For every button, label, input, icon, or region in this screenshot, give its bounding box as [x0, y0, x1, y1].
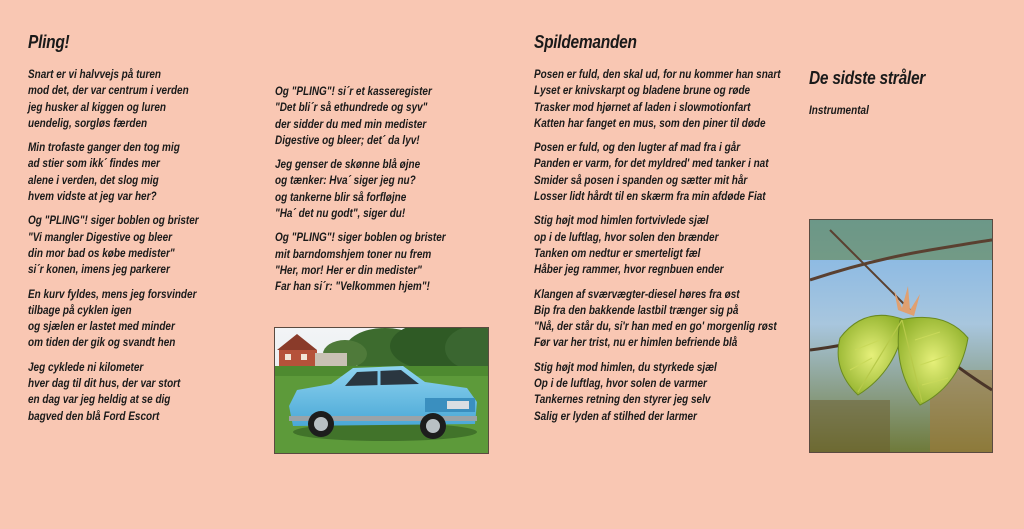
pling-line: tilbage på cyklen igen — [28, 303, 132, 317]
pling-line: om tiden der gik og svandt hen — [28, 336, 176, 350]
pling-title: Pling! — [28, 32, 70, 52]
pling-line: En kurv fyldes, mens jeg forsvinder — [28, 287, 197, 301]
pling-line: Jeg cyklede ni kilometer — [28, 360, 144, 374]
pling-line: hver dag til dit hus, der var stort — [28, 377, 181, 391]
pling-line: jeg husker al kiggen og luren — [28, 100, 166, 114]
spildemanden-line: Trasker mod hjørnet af laden i slowmotionfart — [534, 100, 751, 114]
car-illustration — [275, 328, 488, 453]
straaler-subtitle: Instrumental — [809, 104, 869, 117]
straaler-title-wrap — [809, 68, 944, 89]
spildemanden-line: Smider så posen i spanden og sætter mit hår — [534, 173, 748, 187]
spildemanden-line: Klangen af sværvægter-diesel høres fra øst — [534, 287, 740, 301]
pling-line: Jeg genser de skønne blå øjne — [275, 158, 421, 172]
leaves-photo — [809, 219, 993, 453]
spildemanden-line: Op i de luftlag, hvor solen de varmer — [534, 377, 707, 391]
pling-stanza — [28, 140, 226, 205]
spildemanden-line: Bip fra den bakkende lastbil trænger sig på — [534, 303, 739, 317]
leaves-illustration — [810, 220, 992, 452]
spildemanden-line: op i de luftlag, hvor solen den brænder — [534, 230, 719, 244]
pling-stanza — [275, 157, 473, 222]
spildemanden-line: Katten har fanget en mus, som den piner til døde — [534, 116, 766, 130]
ford-escort-photo — [274, 327, 489, 454]
pling-column-1 — [28, 67, 226, 433]
spildemanden-line: Salig er lyden af stilhed der larmer — [534, 409, 697, 423]
spildemanden-line: Tanken om nedtur er smerteligt fæl — [534, 246, 701, 260]
pling-line: din mor bad os købe medister" — [28, 246, 175, 260]
pling-stanza — [28, 360, 226, 425]
spildemanden-stanza — [534, 67, 821, 132]
pling-stanza — [28, 287, 226, 352]
pling-line: "Vi mangler Digestive og bleer — [28, 230, 172, 244]
pling-line: Digestive og bleer; det´ da lyv! — [275, 133, 420, 147]
straaler-title: De sidste stråler — [809, 68, 926, 88]
spildemanden-stanza — [534, 360, 821, 425]
pling-line: "Det bli´r så ethundrede og syv" — [275, 101, 428, 115]
pling-line: hvem vidste at jeg var her? — [28, 190, 157, 204]
spildemanden-stanza — [534, 287, 821, 352]
pling-line: Og "PLING"! si´r et kasseregister — [275, 85, 432, 98]
spildemanden-line: Tankernes retning den styrer jeg selv — [534, 393, 711, 407]
pling-line: Far han si´r: "Velkommen hjem"! — [275, 280, 430, 294]
spildemanden-stanza — [534, 213, 821, 278]
spildemanden-line: Lyset er knivskarpt og bladene brune og røde — [534, 84, 751, 98]
spildemanden-line: Posen er fuld, den skal ud, for nu kommer han snart — [534, 68, 781, 81]
pling-line: Og "PLING"! siger boblen og brister — [28, 214, 199, 228]
pling-line: mit barndomshjem toner nu frem — [275, 247, 432, 261]
spildemanden-line: Panden er varm, for det myldred' med tanker i nat — [534, 157, 769, 171]
pling-line: og sjælen er lastet med minder — [28, 320, 175, 334]
spildemanden-line: Stig højt mod himlen fortvivlede sjæl — [534, 214, 709, 228]
pling-line: en dag var jeg heldig at se dig — [28, 393, 171, 407]
spildemanden-column — [534, 67, 821, 433]
straaler-subtitle-wrap — [809, 104, 879, 117]
pling-line: og tænker: Hva´ siger jeg nu? — [275, 174, 416, 188]
spildemanden-line: Posen er fuld, og den lugter af mad fra i går — [534, 141, 741, 155]
pling-line: Snart er vi halvvejs på turen — [28, 68, 162, 81]
spildemanden-title-wrap — [534, 32, 653, 53]
pling-line: bagved den blå Ford Escort — [28, 409, 160, 423]
pling-line: alene i verden, det slog mig — [28, 173, 159, 187]
pling-column-2 — [275, 84, 473, 304]
spildemanden-stanza — [534, 140, 821, 205]
pling-line: mod det, der var centrum i verden — [28, 84, 189, 98]
spildemanden-line: Håber jeg rammer, hvor regnbuen ender — [534, 263, 724, 277]
pling-line: Og "PLING"! siger boblen og brister — [275, 231, 446, 245]
pling-line: Min trofaste ganger den tog mig — [28, 141, 180, 155]
spildemanden-line: Før var her trist, nu er himlen befriende blå — [534, 336, 738, 350]
pling-line: der sidder du med min medister — [275, 117, 427, 131]
pling-stanza — [28, 213, 226, 278]
pling-title-wrap — [28, 32, 76, 53]
pling-line: "Ha´ det nu godt", siger du! — [275, 207, 406, 221]
spildemanden-line: Stig højt mod himlen, du styrkede sjæl — [534, 360, 717, 374]
pling-stanza — [275, 230, 473, 295]
pling-line: og tankerne blir så forfløjne — [275, 190, 407, 204]
pling-stanza — [275, 84, 473, 149]
spildemanden-title: Spildemanden — [534, 32, 637, 52]
pling-line: ad stier som ikk´ findes mer — [28, 157, 160, 171]
pling-line: uendelig, sorgløs færden — [28, 116, 148, 130]
spildemanden-line: Losser lidt hårdt til en skærm fra min afdøde Fiat — [534, 190, 766, 204]
pling-line: si´r konen, imens jeg parkerer — [28, 263, 170, 277]
pling-stanza — [28, 67, 226, 132]
spildemanden-line: "Nå, der står du, si'r han med en go' morgenlig røst — [534, 320, 777, 334]
pling-line: "Her, mor! Her er din medister" — [275, 263, 422, 277]
